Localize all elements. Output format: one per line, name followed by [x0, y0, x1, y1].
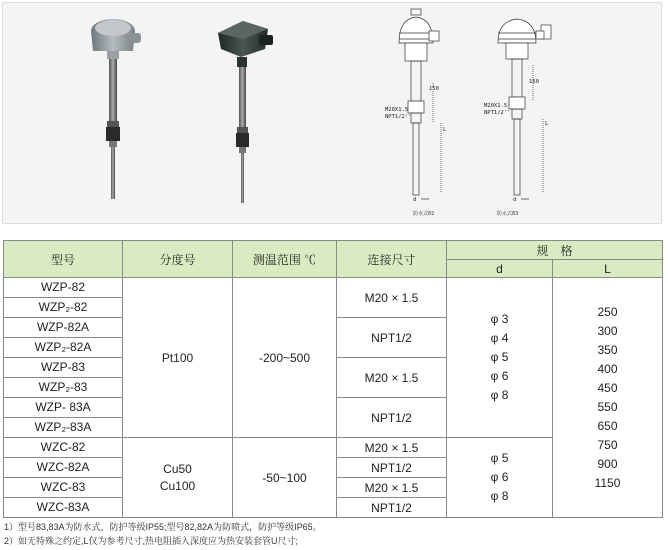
drawing-83-caption: 防水式83	[497, 211, 519, 217]
model-cell: WZC-82	[4, 438, 123, 458]
thread-label-2a: M20X1.5	[484, 103, 508, 109]
model-cell: WZP₂-82A	[4, 338, 123, 358]
L-value: 250	[597, 304, 618, 319]
footnote-1: 1）型号83,83A为防水式，防护等级IP55;型号82,82A为防喷式，防护等级IP65。	[4, 522, 322, 532]
d-values-group2	[447, 438, 553, 518]
L-value: 550	[597, 399, 618, 414]
technical-drawing-83	[498, 19, 551, 199]
model-cell: WZP₂-82	[4, 298, 123, 318]
photo-grey-head-thermometer	[91, 19, 141, 199]
photo-dark-head-thermometer	[218, 21, 273, 203]
model-cell: WZC-83A	[4, 498, 123, 518]
d-value: φ 5	[490, 350, 509, 364]
connection-cell: NPT1/2	[337, 498, 447, 518]
dim-d-label-1: d	[413, 197, 417, 203]
graduation-cu50: Cu50	[163, 461, 192, 476]
connection-cell: NPT1/2	[337, 318, 447, 358]
header-model: 型号	[4, 241, 123, 278]
d-value: φ 8	[490, 388, 509, 402]
technical-drawing-82	[399, 9, 441, 199]
thread-label-2b: NPT1/2''	[484, 110, 511, 116]
L-value: 300	[597, 323, 618, 338]
thread-label-1a: M20X1.5	[385, 107, 409, 113]
L-value: 900	[597, 456, 618, 471]
d-values-group1	[447, 278, 553, 438]
model-cell: WZP₂-83A	[4, 418, 123, 438]
connection-cell: M20 × 1.5	[337, 278, 447, 318]
dim-d-label-2: d	[513, 197, 517, 203]
connection-cell: M20 × 1.5	[337, 438, 447, 458]
model-cell: WZP- 83A	[4, 398, 123, 418]
dim-L-label-1: L	[443, 127, 447, 133]
d-value: φ 8	[490, 489, 509, 503]
dim-150-label-1: 150	[429, 86, 439, 92]
connection-cell: M20 × 1.5	[337, 358, 447, 398]
d-value: φ 3	[490, 312, 509, 326]
range-group1: -200~500	[233, 278, 337, 438]
graduation-pt100: Pt100	[123, 278, 233, 438]
drawing-82-caption: 防水式82	[413, 211, 435, 217]
L-value: 650	[597, 418, 618, 433]
model-cell: WZP-82A	[4, 318, 123, 338]
product-images	[3, 3, 661, 223]
connection-cell: NPT1/2	[337, 398, 447, 438]
dim-L-label-2: L	[545, 121, 549, 127]
graduation-cu100: Cu100	[159, 478, 196, 493]
d-value: φ 5	[490, 451, 509, 465]
L-value: 1150	[594, 475, 621, 490]
connection-cell: NPT1/2	[337, 458, 447, 478]
d-value: φ 6	[490, 369, 509, 383]
header-graduation: 分度号	[123, 241, 233, 278]
d-value: φ 6	[490, 470, 509, 484]
model-cell: WZC-83	[4, 478, 123, 498]
footnote-2: 2）如无特殊之约定,L仅为参考尺寸,热电阻插入深度应为热安装套管U尺寸;	[4, 536, 299, 546]
L-value: 350	[597, 342, 618, 357]
thread-label-1b: NPT1/2''	[385, 114, 412, 120]
model-cell: WZP-82	[4, 278, 123, 298]
header-connection: 连接尺寸	[337, 241, 447, 278]
model-cell: WZP-83	[4, 358, 123, 378]
spec-table	[3, 240, 663, 518]
footnotes	[4, 520, 322, 548]
model-cell: WZC-82A	[4, 458, 123, 478]
header-range: 测温范围 ℃	[233, 241, 337, 278]
d-value: φ 4	[490, 331, 509, 345]
graduation-group2	[123, 438, 233, 518]
connection-cell: M20 × 1.5	[337, 478, 447, 498]
L-values	[553, 278, 663, 518]
L-value: 400	[597, 361, 618, 376]
header-spec: 规 格	[447, 241, 663, 260]
header-L: L	[553, 260, 663, 278]
dim-150-label-2: 150	[529, 79, 539, 85]
product-image-panel	[2, 2, 662, 224]
L-value: 750	[597, 437, 618, 452]
L-value: 450	[597, 380, 618, 395]
model-cell: WZP₂-83	[4, 378, 123, 398]
header-d: d	[447, 260, 553, 278]
range-group2: -50~100	[233, 438, 337, 518]
